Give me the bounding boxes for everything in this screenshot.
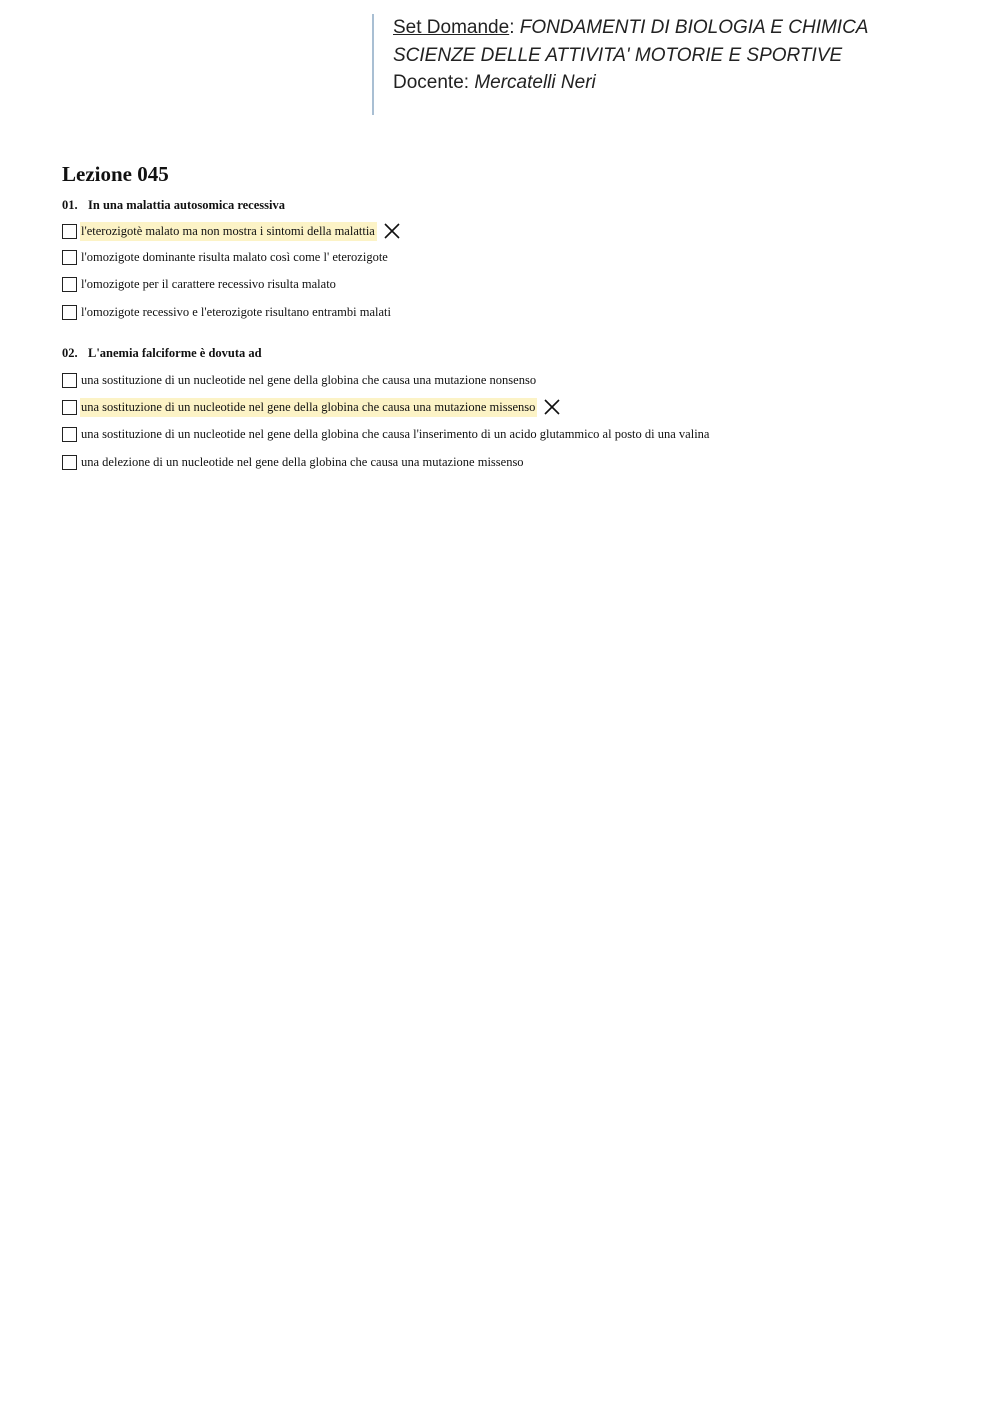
teacher-line (393, 69, 868, 97)
program-name: SCIENZE DELLE ATTIVITA' MOTORIE E SPORTIVE (393, 44, 843, 66)
answer-checkbox[interactable] (62, 455, 77, 470)
wrong-mark-icon (383, 222, 401, 240)
answer-text: l'omozigote recessivo e l'eterozigote risultano entrambi malati (81, 304, 391, 319)
set-label: Set Domande (393, 17, 510, 38)
question-number: 02. (62, 346, 78, 360)
teacher-label: Docente: (393, 72, 475, 93)
answer-checkbox[interactable] (62, 224, 77, 239)
question-1 (62, 195, 391, 319)
answer-option[interactable] (62, 302, 393, 322)
question-heading (62, 343, 262, 363)
answer-option[interactable] (62, 424, 711, 444)
course-name: FONDAMENTI DI BIOLOGIA E CHIMICA (519, 17, 869, 38)
question-text: In una malattia autosomica recessiva (88, 198, 285, 212)
answer-checkbox[interactable] (62, 400, 77, 415)
answer-text: l'omozigote dominante risulta malato così come l' eterozigote (81, 249, 388, 264)
answer-checkbox[interactable] (62, 373, 77, 388)
question-number: 01. (62, 198, 78, 212)
answer-text: una sostituzione di un nucleotide nel gene della globina che causa l'inserimento di un acido glutammico al posto di una valina (81, 426, 710, 441)
document-header (372, 14, 868, 115)
answer-option[interactable] (62, 247, 390, 267)
answer-checkbox[interactable] (62, 305, 77, 320)
answer-text: una delezione di un nucleotide nel gene della globina che causa una mutazione missenso (81, 454, 524, 469)
answer-option[interactable] (62, 370, 538, 390)
teacher-name: Mercatelli Neri (474, 72, 596, 93)
answer-option[interactable] (62, 221, 401, 241)
answer-option[interactable] (62, 452, 526, 472)
answer-text: una sostituzione di un nucleotide nel gene della globina che causa una mutazione nonsenso (81, 372, 537, 387)
answer-checkbox[interactable] (62, 250, 77, 265)
question-2 (62, 343, 710, 469)
question-text: L'anemia falciforme è dovuta ad (88, 346, 262, 360)
answer-option[interactable] (62, 274, 338, 294)
answer-checkbox[interactable] (62, 277, 77, 292)
question-heading (62, 195, 285, 215)
answer-option[interactable] (62, 397, 561, 417)
answer-checkbox[interactable] (62, 427, 77, 442)
answer-text: l'eterozigotè malato ma non mostra i sintomi della malattia (80, 222, 377, 241)
set-separator: : (509, 17, 520, 38)
answer-text: una sostituzione di un nucleotide nel gene della globina che causa una mutazione missenso (80, 398, 537, 417)
set-line (393, 14, 868, 42)
lesson-title: Lezione 045 (62, 162, 169, 186)
wrong-mark-icon (543, 398, 561, 416)
answer-text: l'omozigote per il carattere recessivo risulta malato (81, 276, 336, 291)
